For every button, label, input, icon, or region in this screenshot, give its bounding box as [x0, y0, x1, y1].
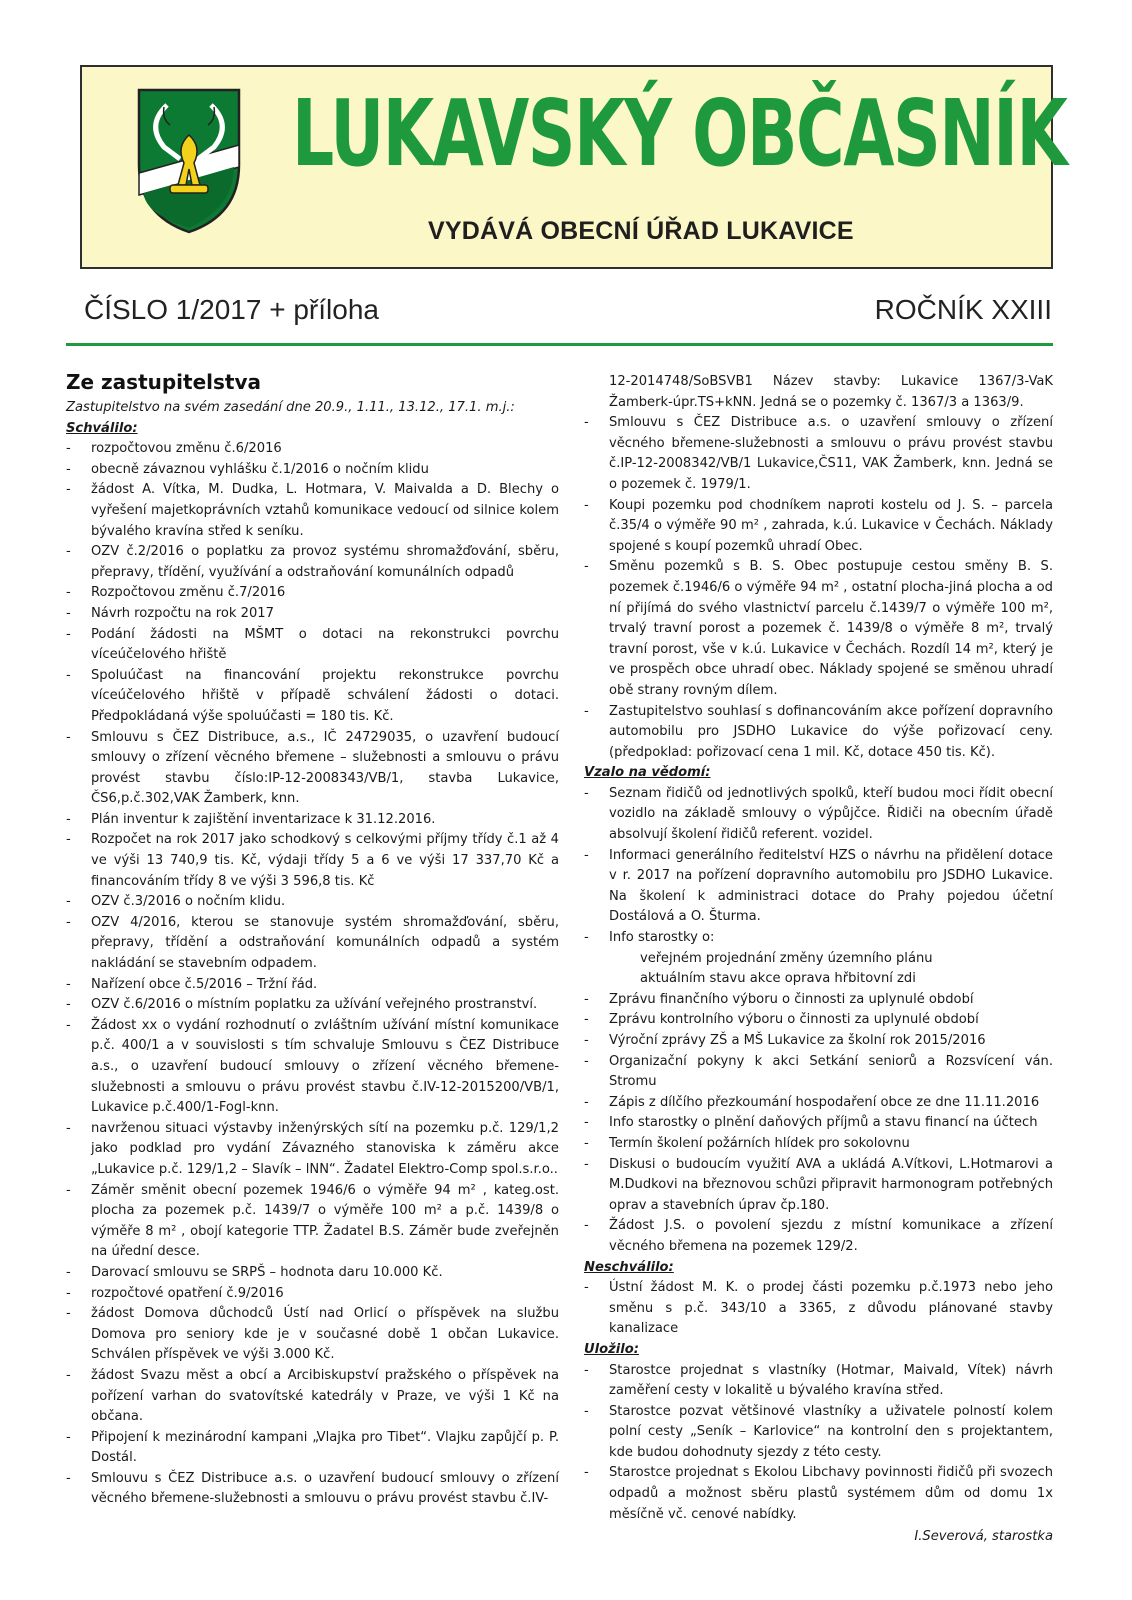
approved-list-continued: [584, 413, 1053, 763]
list-item: - Starostce projednat s Ekolou Libchavy povinnosti řidičů při svozech odpadů a možnost sběru plastů systémem dům od domu 1x měsíčně vč. cenové nabídky.: [584, 1463, 1053, 1525]
list-item: - obecně závaznou vyhlášku č.1/2016 o nočním klidu: [66, 460, 559, 481]
list-item: - Zprávu kontrolního výboru o činnosti za uplynulé období: [584, 1010, 1053, 1031]
list-item: - Informaci generálního ředitelství HZS o návrhu na přidělení dotace v r. 2017 na pořízení dopravního automobilu pro JSDHO Lukavice. Na školení k administraci dotace do Prahy pojedou účetní Dostálová a O. Šturma.: [584, 846, 1053, 928]
list-item: - Info starostky o:: [584, 928, 1053, 949]
list-item: - Výroční zprávy ZŠ a MŠ Lukavice za školní rok 2015/2016: [584, 1031, 1053, 1052]
left-column: [66, 368, 559, 1510]
article-heading: Ze zastupitelstva: [66, 370, 262, 394]
list-item: - Záměr směnit obecní pozemek 1946/6 o výměře 94 m² , kateg.ost. plocha za pozemek p.č. 1439/7 o výměře 100 m² a p.č. 1439/8 o výměře 8 m² , obojí kategorie TTP. Žadatel B.S. Záměr bude zveřejněn na úřední desce.: [66, 1181, 559, 1263]
list-item: - Žádost J.S. o povolení sjezdu z místní komunikace a zřízení věcného břemena na pozemek 129/2.: [584, 1216, 1053, 1257]
approved-label: Schválilo:: [66, 420, 138, 436]
list-item: - Připojení k mezinárodní kampani „Vlajka pro Tibet“. Vlajku zapůjčí p. P. Dostál.: [66, 1428, 559, 1469]
approved-continued: 12-2014748/SoBSVB1 Název stavby: Lukavice 1367/3-VaK Žamberk-úpr.TS+kNN. Jedná se o pozemky č. 1367/3 a 1363/9.: [609, 374, 1053, 410]
issue-number: ČÍSLO 1/2017 + příloha: [84, 294, 379, 325]
list-item: - Podání žádosti na MŠMT o dotaci na rekonstrukci povrchu víceúčelového hřiště: [66, 625, 559, 666]
list-item: - Spoluúčast na financování projektu rekonstrukce povrchu víceúčelového hřiště v případě schválení žádosti o dotaci. Předpokládaná výše spoluúčasti = 180 tis. Kč.: [66, 666, 559, 728]
list-item: - Smlouvu s ČEZ Distribuce a.s. o uzavření smlouvy o zřízení věcného břemene-služebnosti a smlouvu o právu provést stavbu č.IP-12-2008342/VB/1 Lukavice,ČS11, VAK Žamberk, knn. Jedná se o pozemek č. 1979/1.: [584, 413, 1053, 495]
approved-list: [66, 439, 559, 1510]
article-intro: Zastupitelstvo na svém zasedání dne 20.9., 1.11., 13.12., 17.1. m.j.:: [66, 400, 515, 415]
list-item: - Zprávu finančního výboru o činnosti za uplynulé období: [584, 990, 1053, 1011]
noted-list-more: [584, 990, 1053, 1258]
noted-list: [584, 784, 1053, 949]
noted-label: Vzalo na vědomí:: [584, 765, 711, 781]
list-item: - Rozpočtovou změnu č.7/2016: [66, 583, 559, 604]
list-item: - Termín školení požárních hlídek pro sokolovnu: [584, 1134, 1053, 1155]
list-item: - Diskusi o budoucím využití AVA a ukládá A.Vítkovi, L.Hotmarovi a M.Dudkovi na březnovou schůzi připravit harmonogram potřebných oprav a stavebních úprav čp.180.: [584, 1155, 1053, 1217]
list-item: - Starostce pozvat většinové vlastníky a uživatele polností kolem polní cesty „Seník – Karlovice“ na kontrolní den s projektantem, kde budou dohodnuty sjezdy z této cesty.: [584, 1402, 1053, 1464]
list-item: - Rozpočet na rok 2017 jako schodkový s celkovými příjmy třídy č.1 až 4 ve výši 13 740,9 tis. Kč, výdaji třídy 5 a 6 ve výši 17 337,70 Kč a financováním třídy 8 ve výši 3 596,8 tis. Kč: [66, 830, 559, 892]
newsletter-title: LUKAVSKÝ OBČASNÍK: [292, 80, 1067, 187]
rejected-label: Neschválilo:: [584, 1259, 674, 1275]
list-item: - OZV č.3/2016 o nočním klidu.: [66, 892, 559, 913]
volume-number: ROČNÍK XXIII: [874, 294, 1052, 325]
publisher-subtitle: VYDÁVÁ OBECNÍ ÚŘAD LUKAVICE: [428, 217, 854, 245]
header-divider: [66, 343, 1053, 346]
list-item: - Darovací smlouvu se SRPŠ – hodnota daru 10.000 Kč.: [66, 1263, 559, 1284]
list-item: - rozpočtové opatření č.9/2016: [66, 1284, 559, 1305]
list-item: - navrženou situaci výstavby inženýrských sítí na pozemku p.č. 129/1,2 jako podklad pro vydání Závazného stanoviska k záměru akce „Lukavice p.č. 129/1,2 – Slavík – lNN“. Žadatel Elektro-Comp spol.s.r.o..: [66, 1119, 559, 1181]
rejected-list: [584, 1278, 1053, 1340]
list-item: - Organizační pokyny k akci Setkání seniorů a Rozsvícení ván. Stromu: [584, 1052, 1053, 1093]
signature: I.Severová, starostka: [914, 1529, 1053, 1545]
list-item: - OZV č.2/2016 o poplatku za provoz systému shromažďování, sběru, přepravy, třídění, využívání a odstraňování komunálních odpadů: [66, 542, 559, 583]
list-item: - Nařízení obce č.5/2016 – Tržní řád.: [66, 975, 559, 996]
list-item: veřejném projednání změny územního plánu: [640, 950, 933, 966]
list-item: aktuálním stavu akce oprava hřbitovní zdi: [640, 971, 916, 987]
list-item: - Plán inventur k zajištění inventarizace k 31.12.2016.: [66, 810, 559, 831]
list-item: - OZV č.6/2016 o místním poplatku za užívání veřejného prostranství.: [66, 995, 559, 1016]
village-crest-icon: [134, 85, 244, 235]
tasked-label: Uložilo:: [584, 1341, 639, 1357]
list-item: - žádost A. Vítka, M. Dudka, L. Hotmara, V. Maivalda a D. Blechy o vyřešení majetkoprávních vztahů komunikace vedoucí od silnice kolem bývalého kravína střed k seníku.: [66, 480, 559, 542]
list-item: - OZV 4/2016, kterou se stanovuje systém shromažďování, sběru, přepravy, třídění a odstraňování komunálních odpadů a systém nakládání se stavebním odpadem.: [66, 913, 559, 975]
list-item: - Směnu pozemků s B. S. Obec postupuje cestou směny B. S. pozemek č.1946/6 o výměře 94 m² , ostatní plocha-jiná plocha a od ní přijímá do svého vlastnictví parcelu č.1439/7 o výměře 100 m², trvalý travní porost a pozemek č. 1439/8 o výměře 8 m², trvalý travní porost, vše v k.ú. Lukavice v Čechách. Rozdíl 14 m², který je ve prospěch obce uhradí obec. Náklady spojené se směnou uhradí obě strany rovným dílem.: [584, 557, 1053, 701]
noted-sublist: [584, 949, 1053, 990]
list-item: - Smlouvu s ČEZ Distribuce a.s. o uzavření budoucí smlouvy o zřízení věcného břemene-služebnosti a smlouvu o právu provést stavbu č.IV-: [66, 1469, 559, 1510]
list-item: - žádost Domova důchodců Ústí nad Orlicí o příspěvek na službu Domova pro seniory kde je v současné době 1 občan Lukavice. Schválen příspěvek ve výši 3.000 Kč.: [66, 1304, 559, 1366]
list-item: - Žádost xx o vydání rozhodnutí o zvláštním užívání místní komunikace p.č. 400/1 a v souvislosti s tím schvaluje Smlouvu s ČEZ Distribuce a.s., o uzavření budoucí smlouvy o zřízení věcného břemene- služebnosti a smlouvu o právu provést stavbu č.IV-12-2015200/VB/1, Lukavice p.č.400/1-Fogl-knn.: [66, 1016, 559, 1119]
list-item: - Zápis z dílčího přezkoumání hospodaření obce ze dne 11.11.2016: [584, 1093, 1053, 1114]
right-column: [584, 372, 1053, 1548]
list-item: - Smlouvu s ČEZ Distribuce, a.s., IČ 24729035, o uzavření budoucí smlouvy o zřízení věcného břemene – služebnosti a smlouvu o právu provést stavbu číslo:IP-12-2008343/VB/1, stavba Lukavice, ČS6,p.č.302,VAK Žamberk, knn.: [66, 728, 559, 810]
list-item: - Seznam řidičů od jednotlivých spolků, kteří budou moci řídit obecní vozidlo na základě smlouvy o výpůjčce. Řidiči na obecním úřadě absolvují školení řidičů referent. vozidel.: [584, 784, 1053, 846]
list-item: - Koupi pozemku pod chodníkem naproti kostelu od J. S. – parcela č.35/4 o výměře 90 m² , zahrada, k.ú. Lukavice v Čechách. Náklady spojené s koupí pozemků uhradí Obec.: [584, 496, 1053, 558]
list-item: - žádost Svazu měst a obcí a Arcibiskupství pražského o příspěvek na pořízení varhan do svatovítské katedrály v Praze, ve výši 1 Kč na občana.: [66, 1366, 559, 1428]
list-item: - Zastupitelstvo souhlasí s dofinancováním akce pořízení dopravního automobilu pro JSDHO Lukavice do výše pořizovací ceny. (předpoklad: pořizovací cena 1 mil. Kč, dotace 450 tis. Kč).: [584, 702, 1053, 764]
list-item: - Návrh rozpočtu na rok 2017: [66, 604, 559, 625]
masthead: [80, 65, 1067, 269]
list-item: - rozpočtovou změnu č.6/2016: [66, 439, 559, 460]
list-item: - Ústní žádost M. K. o prodej části pozemku p.č.1973 nebo jeho směnu s p.č. 343/10 a 3365, z důvodu plánované stavby kanalizace: [584, 1278, 1053, 1340]
list-item: - Info starostky o plnění daňových příjmů a stavu financí na účtech: [584, 1113, 1053, 1134]
list-item: - Starostce projednat s vlastníky (Hotmar, Maivald, Vítek) návrh zaměření cesty v lokalitě u bývalého kravína střed.: [584, 1361, 1053, 1402]
tasked-list: [584, 1361, 1053, 1526]
